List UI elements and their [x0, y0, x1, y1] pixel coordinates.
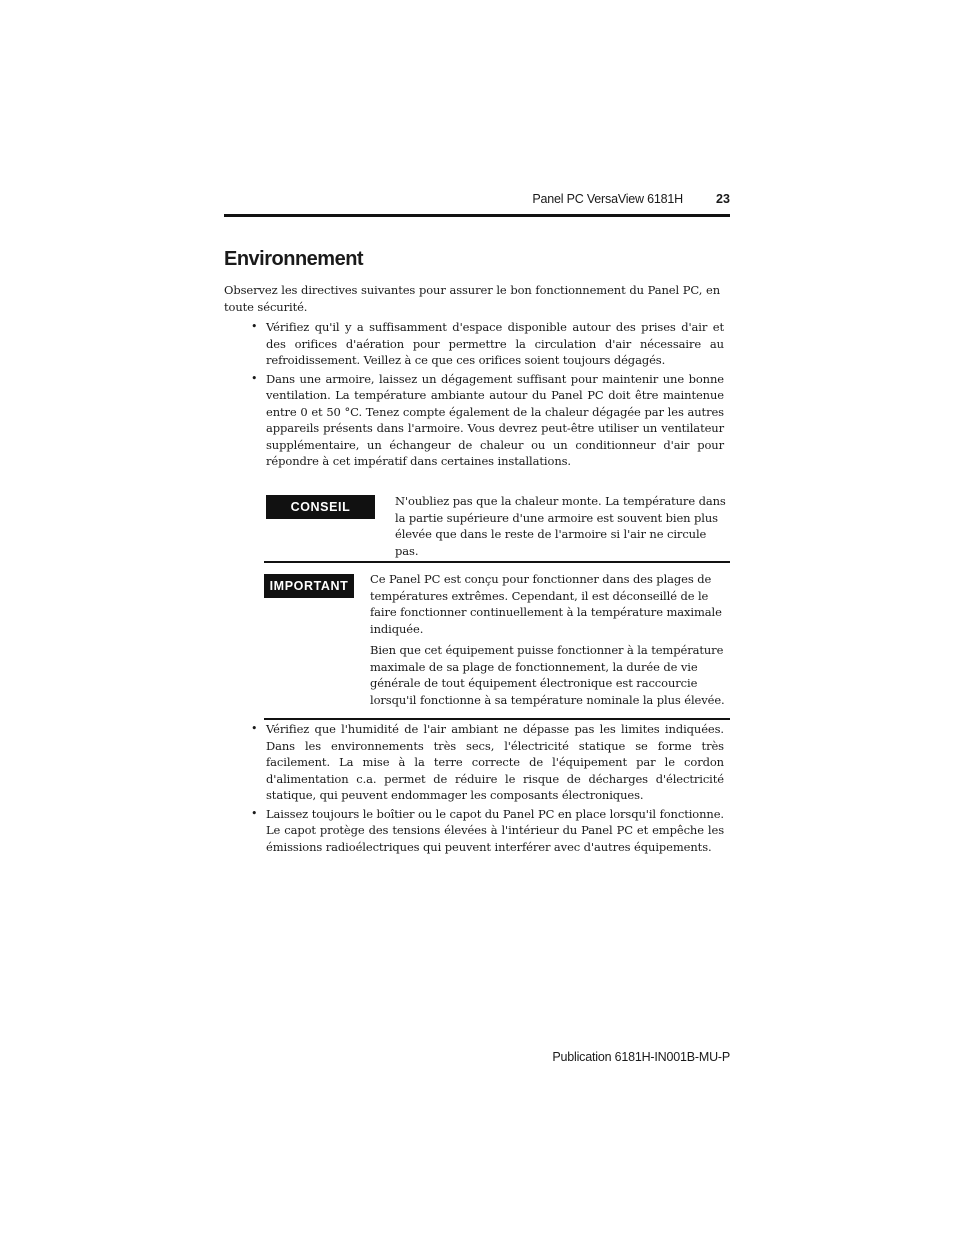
list-item — [251, 721, 724, 804]
conseil-label: CONSEIL — [266, 495, 375, 519]
header-rule — [224, 214, 730, 217]
important-paragraph-2: Bien que cet équipement puisse fonctionner à la température maximale de sa plage de fonctionnement, la durée de vie générale de tout équipement électronique est raccourcie lorsqu'il fonctionne à sa température nominale la plus élevée. — [370, 643, 725, 707]
important-bottom-rule — [264, 718, 730, 720]
list-item-text: Dans une armoire, laissez un dégagement suffisant pour maintenir une bonne ventilation. La température ambiante autour du Panel PC doit être maintenue entre 0 et 50 °C. Tenez compte également de la chaleur dégagée par les autres appareils présents dans l'armoire. Vous devrez peut-être utiliser un ventilateur supplémentaire, un échangeur de chaleur ou un conditionneur d'air pour répondre à cet impératif dans certaines installations. — [266, 371, 724, 468]
list-item-text: Laissez toujours le boîtier ou le capot du Panel PC en place lorsqu'il fonctionne. Le capot protège des tensions élevées à l'intérieur du Panel PC et empêche les émissions radioélectriques qui peuvent interférer avec d'autres équipements. — [266, 806, 724, 854]
footer-publication: Publication 6181H-IN001B-MU-P — [552, 1050, 730, 1064]
list-item — [251, 319, 724, 369]
list-item — [251, 371, 724, 470]
important-paragraph-1: Ce Panel PC est conçu pour fonctionner dans des plages de températures extrêmes. Cependant, il est déconseillé de le faire fonctionner continuellement à la température maximale indiquée. — [370, 572, 722, 636]
bullet-list-humidity — [251, 721, 724, 857]
bullet-icon: • — [251, 320, 258, 333]
bullet-icon: • — [251, 722, 258, 735]
page-number: 23 — [716, 192, 730, 206]
header-title: Panel PC VersaView 6181H — [532, 192, 683, 206]
bullet-icon: • — [251, 806, 258, 820]
list-item-text: Vérifiez que l'humidité de l'air ambiant ne dépasse pas les limites indiquées. Dans les environnements très secs, l'électricité statique se forme très facilement. La mise à la terre correcte de l'équipement par le cordon d'alimentation c.a. permet de réduire le risque de décharges d'électricité statique, qui peuvent endommager les composants électroniques. — [266, 722, 724, 802]
bullet-icon: • — [251, 371, 258, 385]
intro-paragraph: Observez les directives suivantes pour assurer le bon fonctionnement du Panel PC, en toute sécurité. — [224, 283, 720, 314]
conseil-text: N'oubliez pas que la chaleur monte. La température dans la partie supérieure d'une armoire est souvent bien plus élevée que dans le reste de l'armoire si l'air ne circule pas. — [395, 494, 726, 558]
list-item — [251, 806, 724, 856]
section-title: Environnement — [224, 248, 364, 270]
list-item-text: Vérifiez qu'il y a suffisamment d'espace disponible autour des prises d'air et des orifices d'aération pour permettre la circulation d'air nécessaire au refroidissement. Veillez à ce que ces orifices soient toujours dégagés. — [266, 320, 724, 367]
important-top-rule — [264, 561, 730, 563]
bullet-list-ventilation — [251, 319, 724, 472]
important-label: IMPORTANT — [264, 574, 354, 598]
